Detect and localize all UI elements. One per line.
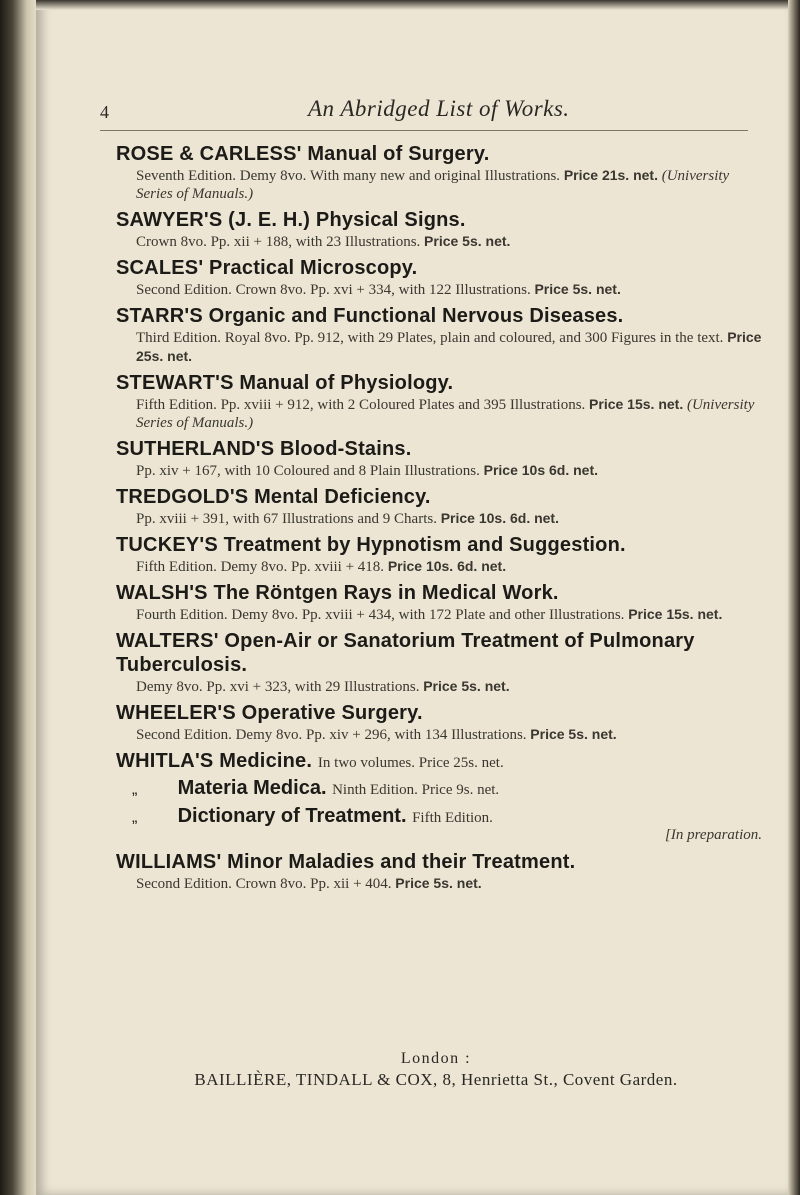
entry-item <box>116 629 766 696</box>
publisher-name: BAILLIÈRE, TINDALL & COX, 8, Henrietta St., Covent Garden. <box>194 1070 678 1089</box>
entry-item <box>116 371 766 432</box>
entry-price: Price 5s. net. <box>530 726 617 742</box>
page-number: 4 <box>100 102 109 122</box>
series-note: (University Series of Manuals.) <box>136 168 730 202</box>
entry-price: Price 10s. 6d. net. <box>387 558 507 574</box>
in-preparation-note: [In preparation. <box>665 827 762 843</box>
entry-item <box>116 701 766 744</box>
series-note: (University Series of Manuals.) <box>136 397 755 431</box>
entry-body-text: Second Edition. Crown 8vo. Pp. xvi + 334, with 122 Illustrations. <box>136 282 531 298</box>
entry-item <box>116 581 766 624</box>
entry-title: WALTERS' Open-Air or Sanatorium Treatment of Pulmonary Tuberculosis. <box>116 630 695 676</box>
entry-details <box>116 395 766 432</box>
works-list <box>116 142 766 898</box>
sub-entry-note: Ninth Edition. Price 9s. net. <box>332 782 500 798</box>
entry-title: WALSH'S The Röntgen Rays in Medical Work. <box>116 582 559 604</box>
sub-entry-title: Dictionary of Treatment. <box>177 805 407 827</box>
entry-item <box>116 533 766 576</box>
entry-body-text: Demy 8vo. Pp. xvi + 323, with 29 Illustrations. <box>136 679 420 695</box>
entry-body-text: Fourth Edition. Demy 8vo. Pp. xviii + 434, with 172 Plate and other Illustrations. <box>136 607 625 623</box>
entry-price: Price 10s 6d. net. <box>483 462 599 478</box>
entry-body-text: Fifth Edition. Demy 8vo. Pp. xviii + 418. <box>136 559 385 575</box>
entry-item <box>116 208 766 251</box>
entry-title: STEWART'S Manual of Physiology. <box>116 372 454 394</box>
entry-body-text: Second Edition. Crown 8vo. Pp. xii + 404. <box>136 876 392 892</box>
entry-item <box>116 304 766 366</box>
entry-title: STARR'S Organic and Functional Nervous Diseases. <box>116 305 624 327</box>
ditto-mark: „ <box>132 809 138 826</box>
entry-body-text: Pp. xiv + 167, with 10 Coloured and 8 Plain Illustrations. <box>136 463 480 479</box>
entry-details <box>116 605 766 624</box>
entry-details <box>116 166 766 203</box>
entry-price: Price 15s. net. <box>589 396 684 412</box>
header-rule <box>100 130 748 131</box>
page-top-shadow <box>36 0 788 10</box>
entry-body-text: Third Edition. Royal 8vo. Pp. 912, with 29 Plates, plain and coloured, and 300 Figures in the text. <box>136 330 724 346</box>
sub-entry-note: Fifth Edition. <box>412 810 493 826</box>
whitla-note: In two volumes. Price 25s. net. <box>317 755 504 771</box>
entry-item <box>116 485 766 528</box>
ditto-mark: „ <box>132 781 138 798</box>
whitla-title: WHITLA'S Medicine. <box>116 750 313 772</box>
entry-title: TREDGOLD'S Mental Deficiency. <box>116 486 431 508</box>
publisher-footer <box>116 1050 756 1090</box>
sub-entry-materia <box>116 775 766 803</box>
entry-title <box>116 749 766 775</box>
entry-details <box>116 509 766 528</box>
entry-item <box>116 256 766 299</box>
entry-title: SUTHERLAND'S Blood-Stains. <box>116 438 412 460</box>
entry-title: SCALES' Practical Microscopy. <box>116 257 418 279</box>
entry-price: Price 5s. net. <box>424 233 511 249</box>
entry-item <box>116 142 766 203</box>
entry-body-text: Pp. xviii + 391, with 67 Illustrations and 9 Charts. <box>136 511 437 527</box>
entry-details <box>116 874 766 893</box>
entry-item <box>116 437 766 480</box>
entry-title: TUCKEY'S Treatment by Hypnotism and Suggestion. <box>116 534 626 556</box>
entry-title: SAWYER'S (J. E. H.) Physical Signs. <box>116 209 466 231</box>
entry-details <box>116 328 766 366</box>
entry-details <box>116 232 766 251</box>
entry-details <box>116 677 766 696</box>
sub-entry-title: Materia Medica. <box>177 777 327 799</box>
entry-price: Price 15s. net. <box>628 606 723 622</box>
entry-title: WILLIAMS' Minor Maladies and their Treatment. <box>116 851 576 873</box>
entry-price: Price 5s. net. <box>534 281 621 297</box>
entry-body-text: Second Edition. Demy 8vo. Pp. xiv + 296, with 134 Illustrations. <box>136 727 527 743</box>
entry-list <box>116 142 766 744</box>
entry-body-text: Seventh Edition. Demy 8vo. With many new and original Illustrations. <box>136 168 561 184</box>
entry-details <box>116 725 766 744</box>
running-title: An Abridged List of Works. <box>308 96 570 121</box>
entry-price: Price 5s. net. <box>423 678 510 694</box>
entry-price: Price 21s. net. <box>563 167 658 183</box>
entry-body-text: Crown 8vo. Pp. xii + 188, with 23 Illustrations. <box>136 234 421 250</box>
entry-details <box>116 557 766 576</box>
entry-price: Price 10s. 6d. net. <box>440 510 559 526</box>
entry-body-text: Fifth Edition. Pp. xviii + 912, with 2 Coloured Plates and 395 Illustrations. <box>136 397 586 413</box>
publisher-city: London : <box>400 1050 472 1067</box>
book-gutter <box>0 0 36 1195</box>
entry-title: WHEELER'S Operative Surgery. <box>116 702 423 724</box>
entry-price: Price 5s. net. <box>395 875 482 891</box>
entry-title: ROSE & CARLESS' Manual of Surgery. <box>116 143 490 165</box>
entry-details <box>116 461 766 480</box>
entry-williams <box>116 850 766 893</box>
page-edge <box>788 0 800 1195</box>
entry-details <box>116 280 766 299</box>
entry-whitla <box>116 749 766 844</box>
entry-price: Price 25s. net. <box>136 329 762 364</box>
